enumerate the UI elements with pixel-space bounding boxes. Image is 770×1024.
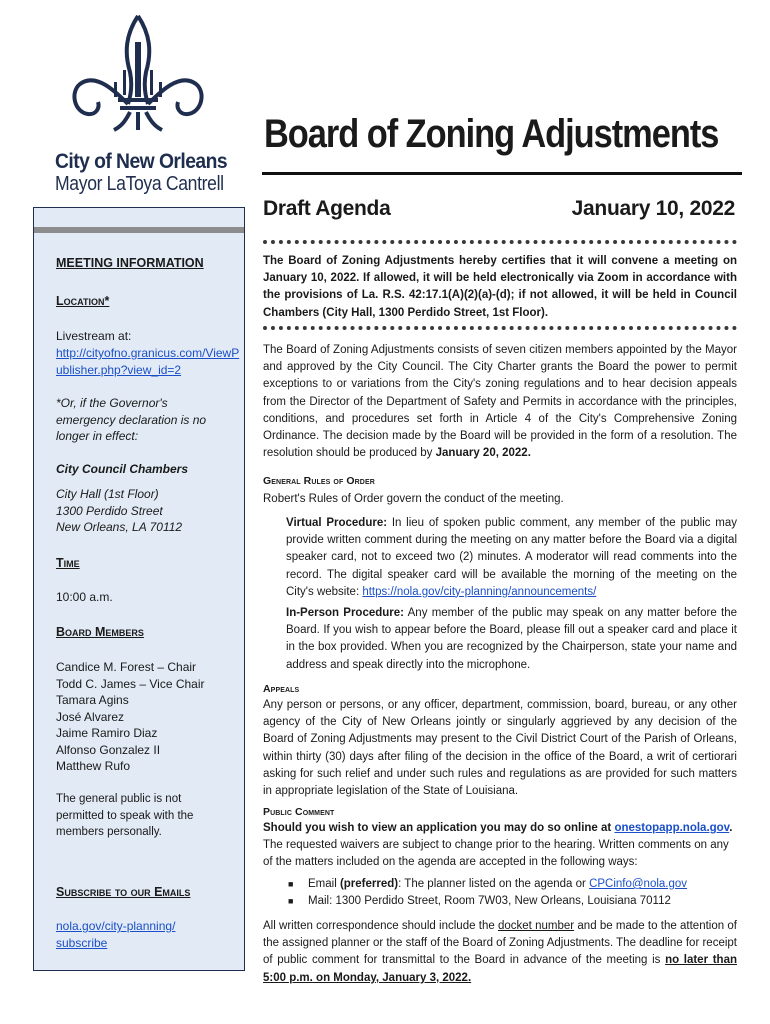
inperson-label: In-Person Procedure: (286, 607, 405, 619)
member-item: Jaime Ramiro Diaz (56, 726, 158, 740)
emergency-note: *Or, if the Governor's emergency declaration is no longer in effect: (56, 396, 207, 443)
city-name: City of New Orleans (55, 150, 228, 173)
rules-heading: General Rules of Order (263, 475, 375, 487)
chambers-heading: City Council Chambers (56, 462, 189, 476)
chambers-address (56, 486, 241, 536)
corr-text-2: and be made to the attention of the assigned planner or the staff of the Board of Zoning Adjustments. The deadline for receipt of public comment for transmittal to the Board in advance of the meeting is (263, 920, 737, 967)
title-divider (262, 172, 742, 175)
email-preferred: (preferred) (339, 878, 399, 890)
agenda-date: January 10, 2022 (571, 197, 735, 220)
page-title: Board of Zoning Adjustments (264, 112, 719, 156)
email-body: : The planner listed on the agenda or (398, 878, 590, 890)
member-item: Alfonso Gonzalez II (56, 742, 161, 757)
corr-deadline: no later than 5:00 p.m. on Monday, January 3, 2022. (263, 954, 737, 984)
address-line-1: City Hall (1st Floor) (56, 487, 159, 501)
bullet-icon: ■ (288, 879, 294, 889)
virtual-label: Virtual Procedure: (286, 517, 388, 529)
dotted-divider (263, 326, 737, 330)
public-comment-lead: Should you wish to view an application you may do so online at (263, 822, 615, 834)
certification-text: The Board of Zoning Adjustments hereby certifies that it will convene a meeting on January 10, 2022. If allowed, it will be held electronically via Zoom in accordance with the provisions of La. R.S. 42:17.1(A)(2)(a)-(d); if not allowed, it will be held in Council Chambers (City Hall, 1300 Perdido Street, 1st Floor). (263, 255, 737, 319)
mail-method: Mail: 1300 Perdido Street, Room 7W03, New Orleans, Louisiana 70112 (308, 895, 671, 908)
appeals-text: Any person or persons, or any officer, department, commission, board, bureau, or any other agency of the City of New Orleans jointly or singularly aggrieved by any decision of the Board of Zoning Adjustments may present to the Civil District Court of the Parish of Orleans, within thirty (30) days after filing of the decision in the office of the Board, a writ of certiorari asking for such relief and under such rules and regulations as are provided for such matters in appropriate legislation of the State of Louisiana. (263, 699, 737, 798)
public-comment-text: Should you wish to view an application you may do so online at onestopapp.nola.gov. The requested waivers are subject to change prior to the hearing. Written comments on any of the matters included on the agenda are accepted in the following ways: (263, 822, 733, 869)
address-line-2: 1300 Perdido Street (56, 503, 163, 518)
corr-docket: docket number (498, 920, 575, 932)
member-item: Candice M. Forest – Chair (56, 660, 197, 674)
bullet-icon: ■ (288, 896, 294, 907)
meeting-info-sidebar (33, 207, 245, 971)
member-item: Tamara Agins (56, 693, 129, 707)
meeting-info-heading: MEETING INFORMATION (56, 256, 204, 270)
rules-text: Robert's Rules of Order govern the conduct of the meeting. (263, 493, 564, 505)
list-item (288, 876, 687, 893)
subscribe-heading: Subscribe to our Emails (56, 885, 191, 899)
inperson-procedure (286, 605, 737, 674)
list-item (288, 893, 687, 910)
agenda-title: Draft Agenda (263, 197, 391, 220)
inperson-body: Any member of the public may speak on any matter before the Board. If you wish to appear before the Board, please fill out a speaker card and place it in the box provided. When you are recognized by the Chairperson, state your name and address and speak directly into the microphone. (286, 607, 737, 671)
board-members-heading: Board Members (56, 625, 144, 639)
location-heading: Location* (56, 294, 110, 308)
virtual-procedure (286, 515, 737, 601)
time-heading: Time (56, 556, 80, 570)
dotted-divider (263, 240, 737, 244)
member-item: Matthew Rufo (56, 759, 131, 773)
public-comment-heading: Public Comment (263, 806, 335, 818)
comment-methods-list (288, 876, 687, 910)
virtual-body: In lieu of spoken public comment, any member of the public may provide written comment during the meeting on any matter before the Board via a digital speaker card, not to exceed two (2) minutes. A moderator will read comments into the record. The digital speaker card will be available the morning of the meeting on the City's website: (286, 517, 737, 598)
public-comment-body: The requested waivers are subject to change prior to the hearing. Written comments on any of the matters included on the agenda are accepted in the following ways: (263, 839, 729, 869)
board-members-list (56, 659, 241, 775)
subscribe-link[interactable]: nola.gov/city-planning/subscribe (56, 919, 176, 950)
onestop-link[interactable]: onestopapp.nola.gov (614, 822, 730, 834)
corr-text-1: All written correspondence should include the (263, 920, 498, 932)
time-value: 10:00 a.m. (56, 590, 113, 604)
member-item: José Alvarez (56, 709, 125, 724)
mayor-name: Mayor LaToya Cantrell (55, 173, 224, 195)
intro-body: The Board of Zoning Adjustments consists of seven citizen members appointed by the Mayor and approved by the City Council. The City Charter grants the Board the power to permit exceptions to or variations from the City's zoning regulations and to hear decision appeals from the Director of the Department of Safety and Permits in accordance with the principles, conditions, and procedures set forth in Article 4 of the City's Comprehensive Zoning Ordinance. The decision made by the Board will be provided in the form of a resolution. The resolution should be produced by (263, 344, 737, 460)
email-label: Email (308, 878, 340, 890)
announcements-link[interactable]: https://nola.gov/city-planning/announcements/ (362, 585, 597, 598)
livestream-link[interactable]: http://cityofno.granicus.com/ViewPublisher.php?view_id=2 (56, 346, 240, 377)
sidebar-top-bar (34, 227, 244, 233)
public-note: The general public is not permitted to speak with the members personally. (56, 793, 194, 838)
member-item: Todd C. James – Vice Chair (56, 676, 205, 691)
email-method (308, 876, 687, 893)
address-line-3: New Orleans, LA 70112 (56, 520, 183, 534)
cpcinfo-email-link[interactable]: CPCinfo@nola.gov (589, 878, 688, 890)
intro-date: January 20, 2022. (435, 447, 531, 460)
fleur-de-lis-logo-icon (66, 12, 210, 132)
correspondence-text (263, 918, 737, 987)
intro-text (263, 342, 737, 462)
appeals-heading: Appeals (263, 683, 300, 695)
livestream-label: Livestream at: (56, 329, 132, 343)
